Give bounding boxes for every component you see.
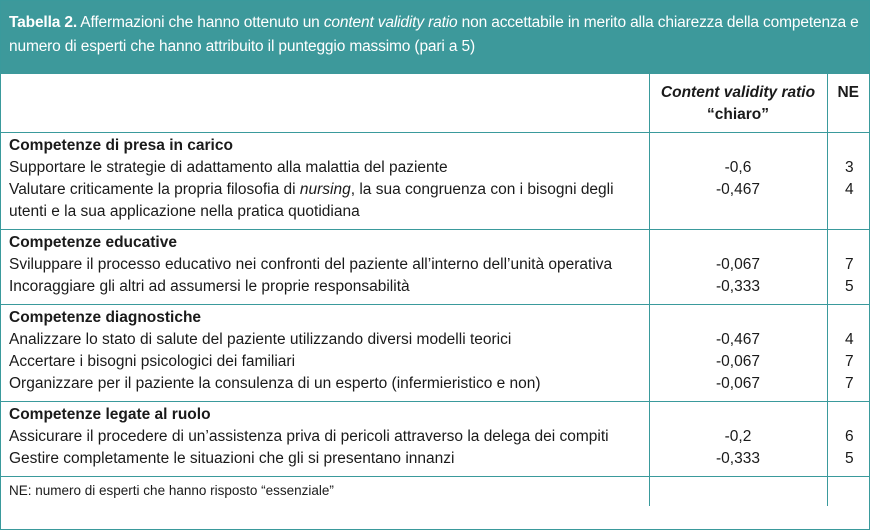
group-blank-cvr: [649, 132, 827, 157]
statement-cell: [1, 351, 649, 373]
statement-cell: [1, 254, 649, 276]
header-cvr-line2: “chiaro”: [706, 106, 769, 123]
cvr-value: -0,467: [649, 179, 827, 230]
table-row: [1, 373, 869, 402]
cvr-value: -0,333: [649, 276, 827, 305]
table-row: [1, 426, 869, 448]
ne-value: 7: [827, 373, 869, 402]
header-cvr: [649, 74, 827, 132]
group-blank-cvr: [649, 304, 827, 329]
cvr-value: -0,467: [649, 329, 827, 351]
statement-text: Organizzare per il paziente la consulenza di un esperto (infermieristico e non): [9, 374, 541, 392]
footnote-blank-cvr: [649, 476, 827, 506]
ne-value: 6: [827, 426, 869, 448]
statement-text: Sviluppare il processo educativo nei confronti del paziente all’interno dell’unità operativa: [9, 255, 613, 273]
cvr-value: -0,6: [649, 157, 827, 179]
cvr-value: -0,067: [649, 351, 827, 373]
statement-text: Assicurare il procedere di un’assistenza priva di pericoli attraverso la delega dei compiti: [9, 427, 609, 445]
caption-text-before: Affermazioni che hanno ottenuto un: [77, 14, 324, 31]
caption-label: Tabella 2.: [9, 14, 77, 31]
ne-value: 5: [827, 276, 869, 305]
group-blank-ne: [827, 229, 869, 254]
ne-value: 4: [827, 329, 869, 351]
group-title: Competenze diagnostiche: [9, 308, 202, 326]
statement-text: Analizzare lo stato di salute del paziente utilizzando diversi modelli teorici: [9, 330, 512, 348]
group-blank-cvr: [649, 401, 827, 426]
table-row: [1, 448, 869, 477]
group-blank-ne: [827, 304, 869, 329]
table-row: [1, 254, 869, 276]
footnote: NE: numero di esperti che hanno risposto “essenziale”: [9, 482, 334, 498]
statement-cell: [1, 426, 649, 448]
ne-value: 5: [827, 448, 869, 477]
ne-value: 7: [827, 351, 869, 373]
ne-value: 4: [827, 179, 869, 230]
cvr-value: -0,067: [649, 373, 827, 402]
footnote-blank-ne: [827, 476, 869, 506]
group-header-row: [1, 401, 869, 426]
ne-value: 3: [827, 157, 869, 179]
header-ne: NE: [827, 74, 869, 132]
statement-text: Accertare i bisogni psicologici dei familiari: [9, 352, 296, 370]
caption-text-after: non accettabile in merito alla chiarezza della competenza e numero di esperti che hanno attribuito il punteggio massimo (pari a 5): [9, 14, 859, 55]
statement-italic: nursing: [299, 180, 351, 198]
statement-cell: [1, 448, 649, 477]
cvr-value: -0,333: [649, 448, 827, 477]
group-header-row: [1, 304, 869, 329]
statement-text: Gestire completamente le situazioni che gli si presentano innanzi: [9, 449, 455, 467]
table-row: [1, 329, 869, 351]
statement-cell: [1, 276, 649, 305]
table-row: [1, 276, 869, 305]
group-header-row: [1, 132, 869, 157]
group-title: Competenze legate al ruolo: [9, 405, 211, 423]
ne-value: 7: [827, 254, 869, 276]
statement-cell: [1, 329, 649, 351]
group-blank-ne: [827, 401, 869, 426]
footnote-row: [1, 476, 869, 506]
group-blank-ne: [827, 132, 869, 157]
statement-text: Incoraggiare gli altri ad assumersi le proprie responsabilità: [9, 277, 410, 295]
table-caption: [1, 1, 869, 74]
statement-cell: [1, 373, 649, 402]
group-title: Competenze educative: [9, 233, 177, 251]
table-header-row: [1, 74, 869, 132]
group-blank-cvr: [649, 229, 827, 254]
table-row: [1, 157, 869, 179]
group-title: Competenze di presa in carico: [9, 136, 233, 154]
cvr-value: -0,2: [649, 426, 827, 448]
header-blank-cell: [1, 74, 649, 132]
statement-cell: [1, 179, 649, 230]
group-header-row: [1, 229, 869, 254]
table-row: [1, 179, 869, 230]
header-cvr-line1: Content validity ratio: [660, 84, 816, 101]
statement-cell: [1, 157, 649, 179]
caption-text-italic: content validity ratio: [323, 14, 458, 31]
table-row: [1, 351, 869, 373]
cvr-table: [1, 74, 869, 506]
statement-text: Valutare criticamente la propria filosofia di: [9, 180, 300, 198]
statement-text-after: , la sua congruenza con i bisogni degli utenti e la sua applicazione nella pratica quotidiana: [9, 180, 614, 220]
table-body: [1, 132, 869, 476]
cvr-value: -0,067: [649, 254, 827, 276]
statement-text: Supportare le strategie di adattamento alla malattia del paziente: [9, 158, 448, 176]
